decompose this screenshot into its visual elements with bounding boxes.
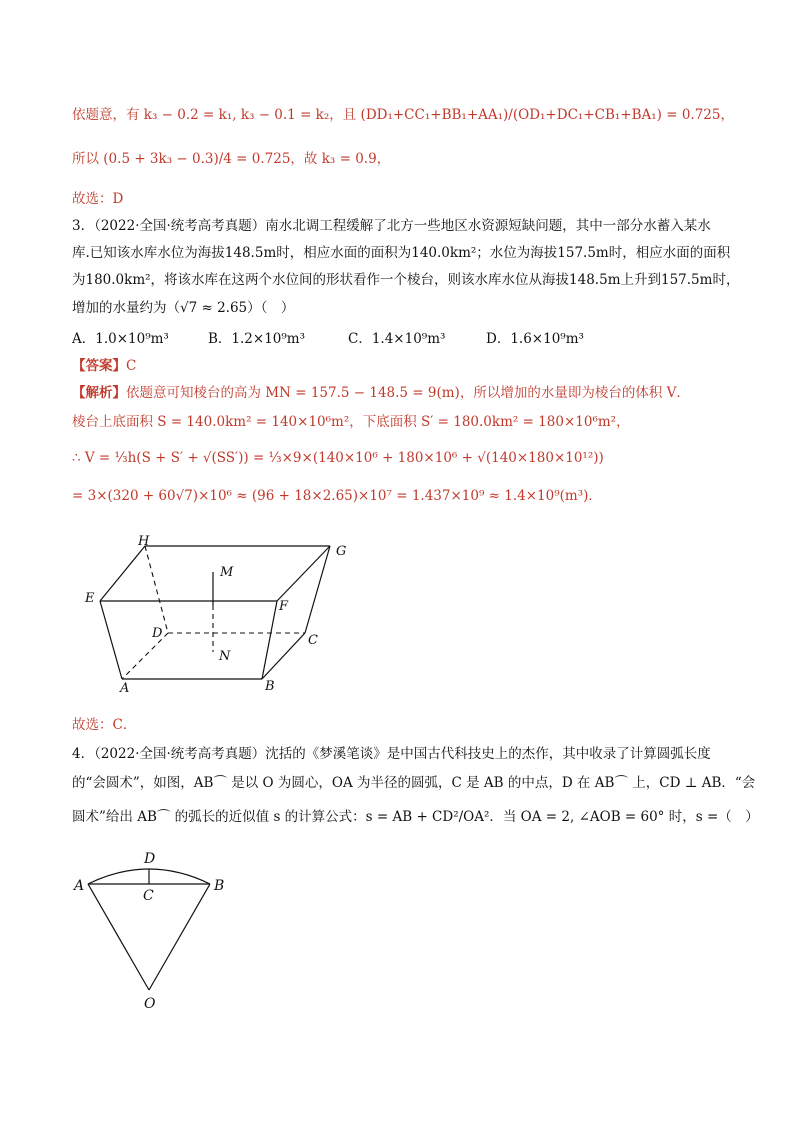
frustum-figure <box>80 530 360 700</box>
label-A: A <box>74 878 85 894</box>
solution-line-2: 所以 (0.5 + 3k₃ − 0.3)/4 = 0.725，故 k₃ = 0.9， <box>72 151 391 167</box>
edge-HD-hidden <box>145 546 168 633</box>
q3-analysis-line-3: ∴ V = ⅓h(S + S′ + √(SS′)) = ⅓×9×(140×10⁶ + 180×10⁶ + √(140×180×10¹²)) <box>72 450 604 466</box>
q3-analysis-line-1 <box>72 384 690 402</box>
edge-FB <box>262 601 277 679</box>
q3-option-d: D．1.6×10⁹m³ <box>486 331 584 347</box>
q3-stem-line-4: 增加的水量约为（√7 ≈ 2.65）（ ） <box>72 300 295 316</box>
label-B: B <box>265 679 275 694</box>
edge-EA <box>100 601 122 679</box>
label-C: C <box>308 633 318 648</box>
label-G: G <box>336 544 347 559</box>
radius-OA <box>88 884 149 990</box>
answer-tag: 【答案】 <box>72 358 126 374</box>
q3-stem-line-3: 为180.0km²，将该水库在这两个水位间的形状看作一个棱台，则该水库水位从海拔148.5m上升到157.5m时， <box>72 272 740 288</box>
q3-answer <box>72 357 136 375</box>
q3-stem-line-2: 库.已知该水库水位为海拔148.5m时，相应水面的面积为140.0km²；水位为海拔157.5m时，相应水面的面积 <box>72 245 731 261</box>
arc-figure <box>70 846 240 1016</box>
q3-analysis-line-2: 棱台上底面积 S = 140.0km² = 140×10⁶m²，下底面积 S′ = 180.0km² = 180×10⁶m²， <box>72 414 630 430</box>
label-N: N <box>219 649 231 664</box>
label-D: D <box>152 626 163 641</box>
q3-option-a: A．1.0×10⁹m³ <box>72 331 169 347</box>
label-B: B <box>214 878 225 894</box>
answer-value: C <box>126 358 137 374</box>
radius-OB <box>149 884 210 990</box>
solution-line-1: 依题意，有 k₃ − 0.2 = k₁, k₃ − 0.1 = k₂，且 (DD₁+CC₁+BB₁+AA₁)/(OD₁+DC₁+CB₁+BA₁) = 0.725， <box>72 107 734 123</box>
q3-option-c: C．1.4×10⁹m³ <box>348 331 446 347</box>
label-O: O <box>144 996 156 1012</box>
q4-stem-line-2: 的“会圆术”，如图，AB⌒ 是以 O 为圆心，OA 为半径的圆弧，C 是 AB 的中点，D 在 AB⌒ 上，CD ⊥ AB．“会 <box>72 775 756 791</box>
label-M: M <box>220 565 234 580</box>
label-D: D <box>144 851 156 867</box>
edge-BC <box>262 633 305 679</box>
edge-HE <box>100 546 145 601</box>
label-H: H <box>138 534 150 549</box>
label-F: F <box>279 599 289 614</box>
q3-stem-line-1: 3．（2022·全国·统考高考真题）南水北调工程缓解了北方一些地区水资源短缺问题，其中一部分水蓄入某水 <box>72 218 711 234</box>
q3-option-b: B．1.2×10⁹m³ <box>208 331 306 347</box>
q3-conclusion: 故选：C． <box>72 717 137 733</box>
q4-stem-line-3: 圆术”给出 AB⌒ 的弧长的近似值 s 的计算公式：s = AB + CD²/OA²．当 OA = 2, ∠AOB = 60° 时，s =（ ） <box>72 809 759 825</box>
analysis-text-1: 依题意可知棱台的高为 MN = 157.5 − 148.5 = 9(m)，所以增加的水量即为棱台的体积 V． <box>126 385 690 401</box>
q3-analysis-line-4: = 3×(320 + 60√7)×10⁶ ≈ (96 + 18×2.65)×10⁷ = 1.437×10⁹ ≈ 1.4×10⁹(m³)． <box>72 488 602 504</box>
solution-line-3: 故选：D <box>72 191 124 207</box>
q4-stem-line-1: 4．（2022·全国·统考高考真题）沈括的《梦溪笔谈》是中国古代科技史上的杰作，其中收录了计算圆弧长度 <box>72 746 711 762</box>
label-E: E <box>85 591 95 606</box>
analysis-tag: 【解析】 <box>72 385 126 401</box>
label-C: C <box>143 888 154 904</box>
label-A: A <box>120 681 130 696</box>
